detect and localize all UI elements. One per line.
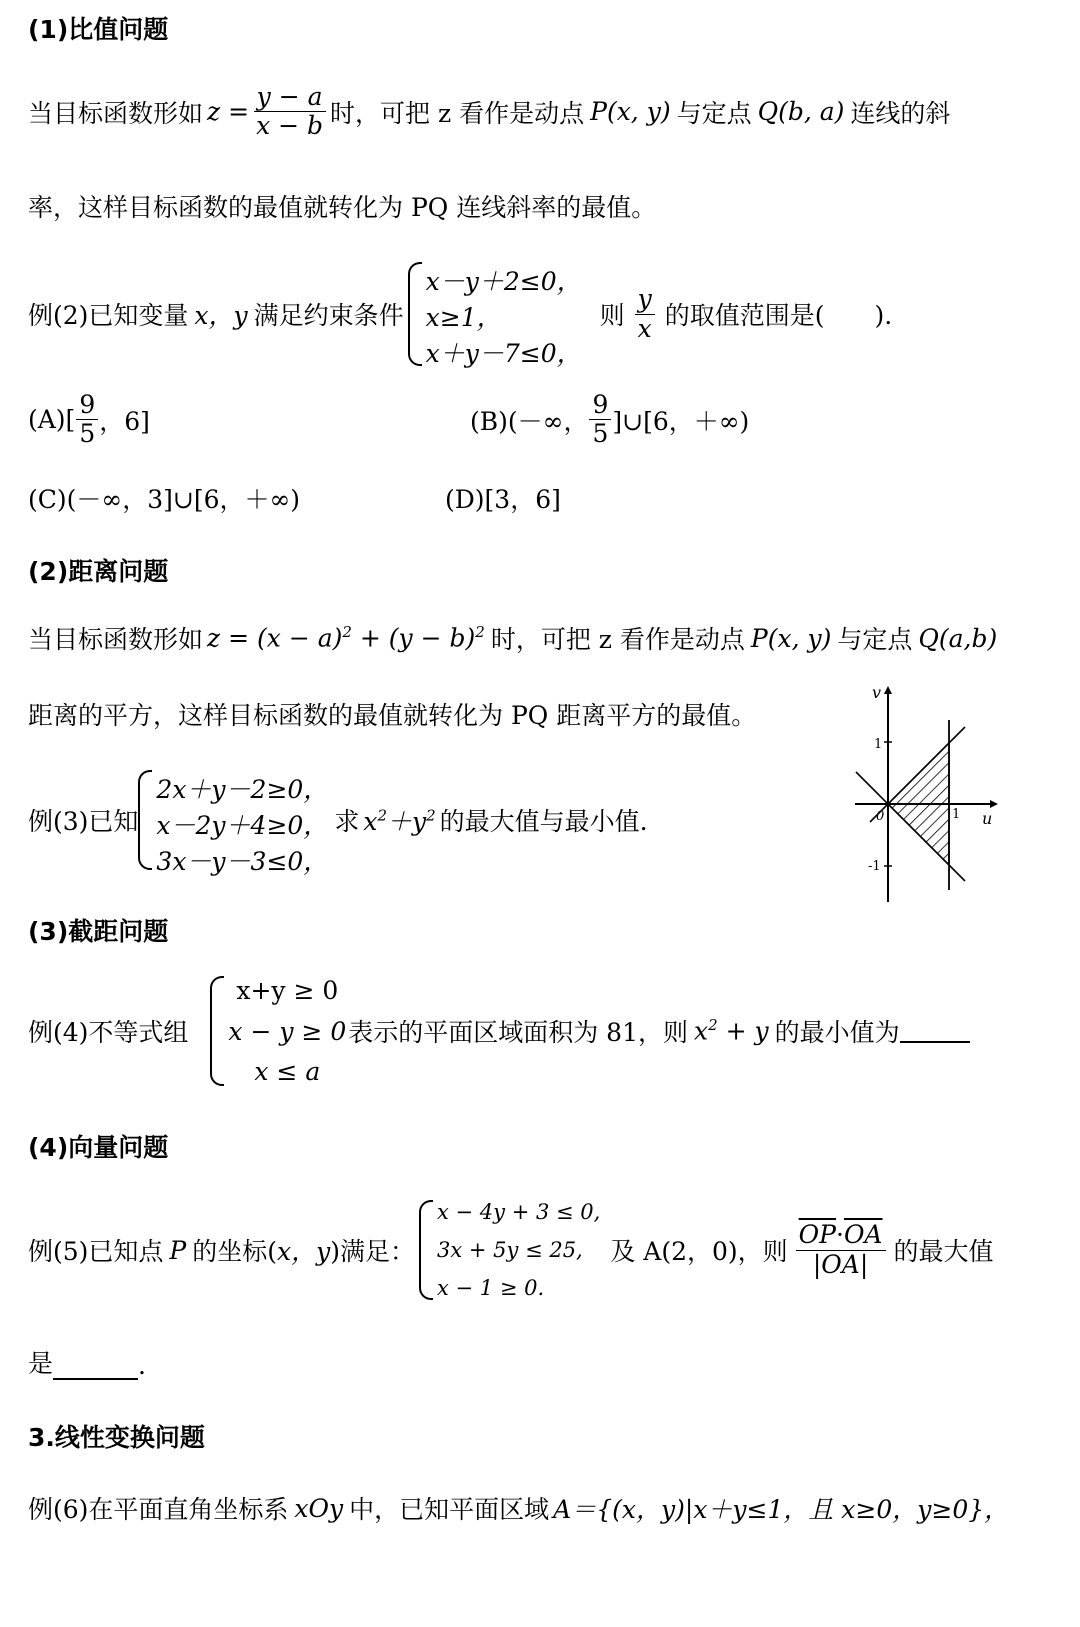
text: 与定点 xyxy=(837,625,913,654)
vector-op: $\overline{OP}$ xyxy=(798,1220,836,1250)
text: 当目标函数形如 xyxy=(28,625,204,654)
text: ，6] xyxy=(99,406,150,436)
fraction-numerator xyxy=(796,1222,886,1250)
point-q: Q(a,b) xyxy=(918,623,998,653)
constraint-2: x≥1， xyxy=(425,303,502,332)
text: 与定点 xyxy=(676,98,752,128)
point-p: P(x, y) xyxy=(590,97,671,127)
left-brace xyxy=(138,770,152,870)
constraint-2: 3x + 5y ≤ 25, xyxy=(437,1238,583,1262)
z-equals: z = xyxy=(207,97,250,127)
example-2 xyxy=(28,258,892,370)
distance-definition-line1 xyxy=(28,620,997,656)
constraint-1: 2x＋y－2≥0， xyxy=(156,775,329,804)
dot: · xyxy=(835,1220,844,1250)
text: 例(6)在平面直角坐标系 xyxy=(28,1495,289,1524)
text: 是 xyxy=(28,1349,54,1378)
text: 例(2)已知变量 xyxy=(28,301,189,330)
text: 例(4)不等式组 xyxy=(28,1018,189,1047)
fraction-denominator: x − b xyxy=(256,111,324,141)
text: 求 xyxy=(334,807,360,836)
v-one-label: 1 xyxy=(874,737,883,752)
text: 例(5)已知点 xyxy=(28,1237,164,1266)
option-a xyxy=(28,392,150,448)
section-title-vector: (4)向量问题 xyxy=(28,1133,169,1162)
constraint-3: x＋y－7≤0， xyxy=(425,339,582,368)
text: 的取值范围是( ). xyxy=(664,301,893,330)
point-p: P(x, y) xyxy=(750,623,832,653)
text: 连线的斜 xyxy=(850,98,951,128)
option-d: (D)[3，6] xyxy=(445,485,561,514)
constraint-1: x − 4y + 3 ≤ 0, xyxy=(437,1200,601,1224)
fraction-numerator: 9 xyxy=(589,392,611,420)
constraint-1: x－y＋2≤0， xyxy=(425,267,582,296)
ratio-fraction xyxy=(253,84,326,140)
example-5-line2: 是 . xyxy=(28,1344,146,1380)
fraction-numerator: y − a xyxy=(254,84,326,112)
y-over-x xyxy=(635,286,655,342)
x2-plus-y: $x^2 + y$ xyxy=(694,1016,769,1046)
left-brace xyxy=(408,262,422,366)
section-title-ratio: (1)比值问题 xyxy=(28,15,169,44)
text: 时，可把 z 看作是动点 xyxy=(490,625,745,654)
text: 例(3)已知 xyxy=(28,807,139,836)
fraction-numerator: y xyxy=(635,286,655,314)
projection-fraction xyxy=(796,1222,886,1278)
text: (A)[ xyxy=(28,405,76,435)
example-3 xyxy=(28,768,648,876)
fraction-9-5 xyxy=(76,392,98,448)
constraint-3: x − 1 ≥ 0. xyxy=(437,1276,545,1300)
u-one-label: 1 xyxy=(952,807,961,822)
fraction-denominator: 5 xyxy=(79,419,96,449)
answer-blank xyxy=(900,1019,970,1043)
example-6 xyxy=(28,1490,1009,1526)
constraint-3: x ≤ a xyxy=(254,1057,321,1086)
text: 及 A(2，0)，则 xyxy=(610,1237,788,1266)
example-4 xyxy=(28,972,970,1090)
text: ]∪[6，＋∞) xyxy=(612,406,750,436)
u-label: u xyxy=(982,809,993,828)
text: 表示的平面区域面积为 81，则 xyxy=(348,1018,688,1047)
constraint-2: x − y ≥ 0 xyxy=(228,1016,347,1046)
text: )满足： xyxy=(330,1237,416,1266)
variables: x，y xyxy=(194,301,248,330)
text: 的最大值与最小值. xyxy=(439,807,648,836)
text: 满足约束条件 xyxy=(253,301,404,330)
constraint-system xyxy=(210,976,346,1086)
example-5 xyxy=(28,1196,994,1304)
distance-formula: $z = (x - a)^2 + (y - b)^2$ xyxy=(207,623,485,653)
text: 则 xyxy=(599,301,625,330)
region-set: A＝{(x，y)|x＋y≤1，且 x≥0，y≥0}， xyxy=(553,1495,1010,1524)
left-brace xyxy=(419,1200,433,1300)
answer-blank xyxy=(53,1356,138,1380)
section-title-distance: (2)距离问题 xyxy=(28,557,169,586)
text: (B)(－∞， xyxy=(470,406,589,436)
constraint-1: x+y ≥ 0 xyxy=(236,976,339,1005)
text: 的坐标( xyxy=(192,1237,278,1266)
fraction-denominator: 5 xyxy=(592,419,609,449)
section-title-linear-transform: 3.线性变换问题 xyxy=(28,1423,205,1452)
left-brace xyxy=(210,976,224,1086)
region-graph xyxy=(850,680,1000,905)
point-q: Q(b, a) xyxy=(757,97,845,127)
constraint-system xyxy=(419,1200,600,1300)
ratio-definition-line1 xyxy=(28,84,950,140)
constraint-system xyxy=(408,262,582,366)
fraction-denominator: |OA| xyxy=(812,1249,869,1279)
u-arrow xyxy=(990,800,998,808)
fraction-numerator: 9 xyxy=(76,392,98,420)
x2-plus-y2: $x^2+y^2$ xyxy=(363,806,436,836)
constraint-system xyxy=(138,770,329,876)
fraction-denominator: x xyxy=(637,313,652,343)
text: 当目标函数形如 xyxy=(28,98,204,128)
section-title-intercept: (3)截距问题 xyxy=(28,917,169,946)
coordinate-system: xOy xyxy=(294,1493,344,1523)
ratio-definition-line2: 率，这样目标函数的最值就转化为 PQ 连线斜率的最值。 xyxy=(28,193,657,222)
option-c: (C)(－∞，3]∪[6，＋∞) xyxy=(28,485,301,514)
v-label: v xyxy=(872,683,882,702)
option-b xyxy=(470,392,749,448)
distance-definition-line2: 距离的平方，这样目标函数的最值就转化为 PQ 距离平方的最值。 xyxy=(28,701,757,730)
text: 中，已知平面区域 xyxy=(349,1495,550,1524)
variables: x，y xyxy=(277,1237,331,1266)
v-arrow xyxy=(884,686,892,694)
text: 的最大值 xyxy=(893,1237,994,1266)
origin-label: 0 xyxy=(876,809,885,824)
vector-oa: $\overline{OA}$ xyxy=(843,1220,883,1250)
fraction-9-5 xyxy=(589,392,611,448)
text: 时，可把 z 看作是动点 xyxy=(330,98,585,128)
constraint-2: x－2y＋4≥0， xyxy=(156,811,329,840)
v-neg-one-label: -1 xyxy=(868,859,881,874)
constraint-3: 3x－y－3≤0， xyxy=(156,847,329,876)
point-p: P xyxy=(169,1235,187,1265)
text: 的最小值为 xyxy=(774,1018,900,1047)
